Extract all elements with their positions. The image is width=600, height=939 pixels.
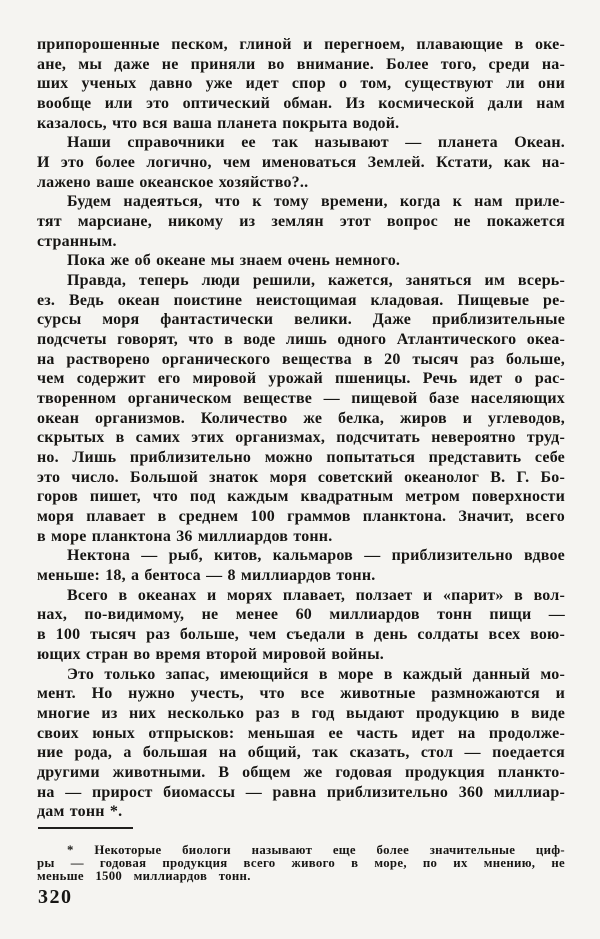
text-line: ших ученых давно уже идет спор о том, существуют ли они bbox=[37, 75, 565, 93]
text-line: припорошенные песком, глиной и перегноем, плавающие в оке- bbox=[37, 36, 565, 53]
text-line: это число. Большой знаток моря советский океанолог В. Г. Бо- bbox=[37, 468, 565, 486]
main-text bbox=[37, 35, 565, 822]
text-line: тят марсиане, никому из землян этот вопрос не покажется bbox=[37, 213, 565, 231]
text-line: И это более логично, чем именоваться Землей. Кстати, как на- bbox=[37, 154, 565, 172]
paragraph bbox=[37, 271, 565, 546]
text-line: казалось, что вся ваша планета покрыта водой. bbox=[37, 114, 400, 132]
text-line: ане, мы даже не приняли во внимание. Более того, среди на- bbox=[37, 55, 565, 73]
text-line: нах, по-видимому, не менее 60 миллиардов тонн пищи — bbox=[37, 606, 565, 624]
text-line: лажено ваше океанское хозяйство?.. bbox=[37, 173, 309, 191]
text-line: * Некоторые биологи называют еще более значительные циф- bbox=[67, 844, 565, 857]
text-line: ры — годовая продукция всего живого в море, по их мнению, не bbox=[37, 857, 565, 871]
text-line: Это только запас, имеющийся в море в каждый данный мо- bbox=[67, 665, 565, 683]
text-line: в 100 тысяч раз больше, чем съедали в день солдаты всех вою- bbox=[37, 626, 565, 644]
text-line: творенном органическом веществе — пищевой базе населяющих bbox=[37, 390, 565, 408]
text-line: Будем надеяться, что к тому времени, когда к нам приле- bbox=[67, 193, 565, 211]
paragraph bbox=[37, 192, 565, 251]
text-line: меньше: 18, а бентоса — 8 миллиардов тонн. bbox=[37, 567, 376, 585]
text-line: сурсы моря фантастически велики. Даже приблизительные bbox=[37, 311, 565, 329]
text-line: Пока же об океане мы знаем очень немного. bbox=[67, 252, 401, 270]
paragraph bbox=[37, 665, 565, 822]
text-line: мент. Но нужно учесть, что все животные размножаются и bbox=[37, 685, 565, 703]
text-line: на растворено органического вещества в 20 тысяч раз больше, bbox=[37, 350, 565, 368]
text-line: ющих стран во время второй мировой войны. bbox=[37, 645, 384, 663]
page-number: 320 bbox=[38, 886, 73, 908]
text-line: подсчеты говорят, что в воде лишь одного Атлантического океа- bbox=[37, 331, 565, 349]
text-line: многие из них несколько раз в год выдают продукцию в виде bbox=[37, 704, 565, 722]
text-line: на — прирост биомассы — равна приблизительно 360 миллиар- bbox=[37, 783, 565, 801]
paragraph bbox=[37, 251, 565, 271]
text-line: странным. bbox=[37, 232, 117, 250]
footnote bbox=[37, 844, 565, 884]
paragraph bbox=[37, 35, 565, 133]
text-line: Всего в океанах и морях плавает, ползает и «парит» в вол- bbox=[67, 586, 565, 604]
text-line: Правда, теперь люди решили, кажется, заняться им всерь- bbox=[67, 272, 565, 290]
text-line: скрытых в самих этих организмах, подсчитать невероятно труд- bbox=[37, 429, 565, 447]
text-line: моря плавает в среднем 100 граммов планктона. Значит, всего bbox=[37, 508, 565, 526]
text-line: чем содержит его мировой урожай пшеницы. Речь идет о рас- bbox=[37, 370, 565, 388]
text-line: в море планктона 36 миллиардов тонн. bbox=[37, 527, 333, 545]
text-line: другими животными. В общем же годовая продукция планкто- bbox=[37, 763, 565, 781]
text-line: океан организмов. Количество же белка, жиров и углеводов, bbox=[37, 409, 565, 427]
footnote-separator bbox=[38, 827, 133, 829]
text-line: своих юных отпрысков: меньшая ее часть идет на продолже- bbox=[37, 724, 565, 742]
paragraph bbox=[37, 546, 565, 585]
paragraph bbox=[37, 133, 565, 192]
text-line: ез. Ведь океан поистине неистощимая кладовая. Пищевые ре- bbox=[37, 291, 565, 309]
text-line: вообще или это оптический обман. Из космической дали нам bbox=[37, 95, 565, 113]
text-line: дам тонн *. bbox=[37, 803, 123, 821]
text-line: Нектона — рыб, китов, кальмаров — приблизительно вдвое bbox=[67, 547, 565, 565]
paragraph bbox=[37, 586, 565, 665]
text-line: горов пишет, что под каждым квадратным метром поверхности bbox=[37, 488, 565, 506]
text-line: ние рода, а большая на общий, так сказать, стол — поедается bbox=[37, 744, 565, 762]
text-line: меньше 1500 миллиардов тонн. bbox=[37, 870, 251, 884]
text-line: Наши справочники ее так называют — планета Океан. bbox=[67, 134, 565, 152]
text-line: но. Лишь приблизительно можно попытаться представить себе bbox=[37, 449, 565, 467]
